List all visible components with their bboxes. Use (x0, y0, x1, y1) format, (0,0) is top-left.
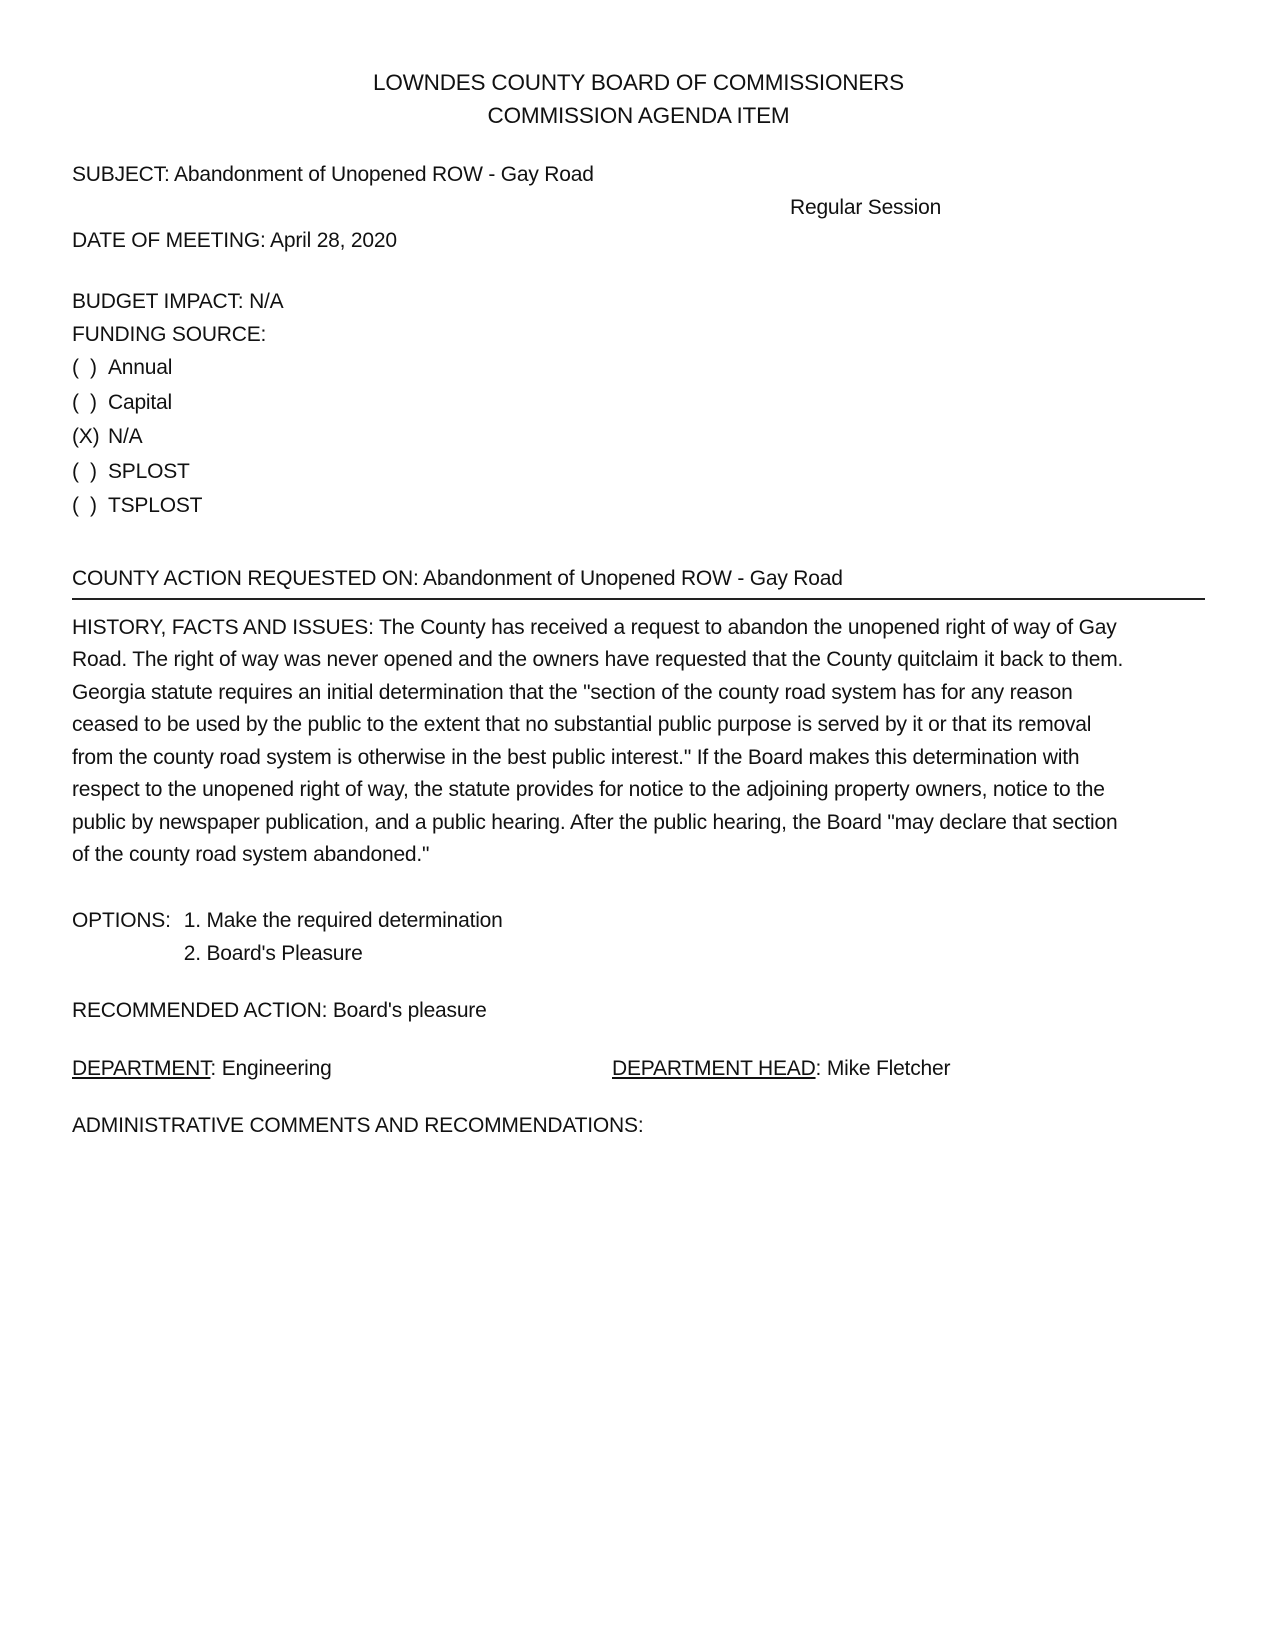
checkbox-tsplost: ( ) (72, 494, 97, 517)
subject-line: SUBJECT: Abandonment of Unopened ROW - Gay Road (72, 163, 594, 186)
funding-option-label: TSPLOST (108, 494, 203, 517)
department-row (72, 1052, 1205, 1085)
administrative-comments: ADMINISTRATIVE COMMENTS AND RECOMMENDATIONS: (72, 1113, 644, 1137)
options-list (184, 904, 503, 970)
checkbox-na-checked: (X) (72, 425, 100, 448)
department-head-label: DEPARTMENT HEAD (612, 1056, 816, 1080)
recommended-action: RECOMMENDED ACTION: Board's pleasure (72, 998, 487, 1022)
session-type: Regular Session (790, 196, 942, 219)
options-label: OPTIONS: (72, 908, 171, 932)
funding-option-tsplost (72, 489, 1205, 524)
options-section (72, 904, 1205, 970)
history-facts-issues: HISTORY, FACTS AND ISSUES: The County has received a request to abandon the unopened right of way of Gay Road. The right of way was never opened and the owners have requested that the County quitclaim it back to them. Georgia statute requires an initial determination that the "section of the county road system has for any reason ceased to be used by the public to the extent that no substantial public purpose is served by it or that its removal from the county road system is otherwise in the best public interest." If the Board makes this determination with respect to the unopened right of way, the statute provides for notice to the adjoining property owners, notice to the public by newspaper publication, and a public hearing. After the public hearing, the Board "may declare that section of the county road system abandoned." (72, 615, 1124, 866)
funding-option-label: Capital (108, 390, 172, 414)
department-value: : Engineering (210, 1056, 332, 1080)
title-line-2: COMMISSION AGENDA ITEM (487, 103, 790, 128)
department-label: DEPARTMENT (72, 1056, 211, 1080)
option-1: 1. Make the required determination (183, 908, 503, 932)
title-line-1: LOWNDES COUNTY BOARD OF COMMISSIONERS (373, 70, 904, 95)
department-field (72, 1052, 612, 1085)
funding-option-na (72, 420, 1205, 455)
county-action-requested: COUNTY ACTION REQUESTED ON: Abandonment of Unopened ROW - Gay Road (72, 562, 1205, 600)
document-title (72, 66, 1205, 132)
funding-option-label: SPLOST (108, 459, 190, 483)
funding-option-label: Annual (108, 356, 173, 379)
department-head-value: : Mike Fletcher (815, 1056, 951, 1080)
checkbox-capital: ( ) (72, 390, 97, 414)
budget-impact: BUDGET IMPACT: N/A (72, 290, 284, 313)
date-of-meeting: DATE OF MEETING: April 28, 2020 (72, 229, 397, 252)
funding-option-splost (72, 455, 1205, 490)
funding-option-annual (72, 351, 1205, 386)
funding-option-capital (72, 386, 1205, 421)
funding-option-label: N/A (108, 425, 143, 448)
checkbox-splost: ( ) (72, 459, 97, 483)
funding-source-label: FUNDING SOURCE: (72, 323, 267, 346)
department-head-field (612, 1052, 950, 1085)
option-2: 2. Board's Pleasure (183, 941, 363, 965)
checkbox-annual: ( ) (72, 356, 97, 379)
